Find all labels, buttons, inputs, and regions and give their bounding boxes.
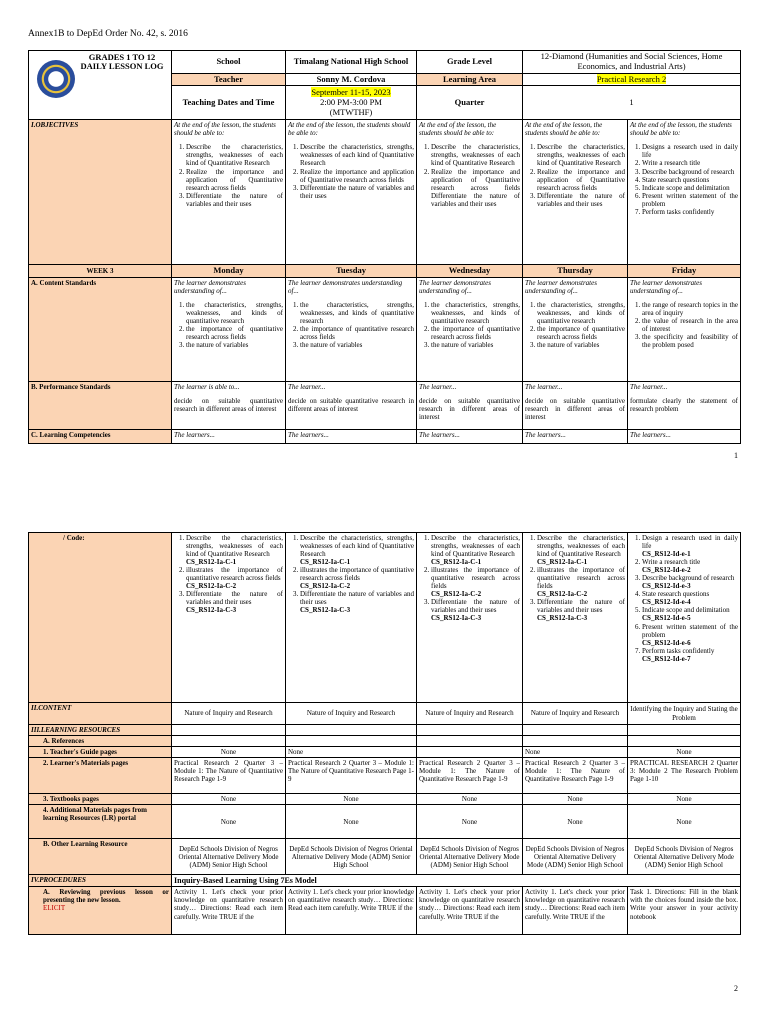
- content-standards-label: A. Content Standards: [29, 278, 172, 382]
- teachers-guide-fri: None: [628, 747, 741, 758]
- teaching-dates-label: Teaching Dates and Time: [172, 86, 286, 120]
- elicit-label: ELICIT: [43, 904, 66, 913]
- reviewing-tue: Activity 1. Let's check your prior knowledge on quantitative research study… Directions: Read each item carefully. Write TRUE if the: [286, 887, 417, 935]
- objectives-label: I.OBJECTIVES: [29, 120, 172, 265]
- teacher-value: Sonny M. Cordova: [286, 73, 417, 86]
- learners-materials-tue: Practical Research 2 Quarter 3 – Module 1: The Nature of Quantitative Research Page 1-9: [286, 758, 417, 794]
- objectives-fri: At the end of the lesson, the students should be able to: 1. Designs a research used in daily life 2. Write a research title 3. Describe background of research 4. State research questions 5. Indicate scope and delimitation 6. Present written statement of the problem 7. Perform tasks confidently: [628, 120, 741, 265]
- dll-continuation-table: [28, 532, 741, 935]
- grade-level-label: Grade Level: [417, 51, 523, 74]
- day-thursday: Thursday: [523, 265, 628, 278]
- quarter-value: 1: [523, 86, 741, 120]
- learning-area-label: Learning Area: [417, 73, 523, 86]
- content-tue: Nature of Inquiry and Research: [286, 703, 417, 725]
- learning-competencies-tue: The learners...: [286, 430, 417, 444]
- deped-logo-cell: [29, 51, 172, 120]
- learners-materials-fri: PRACTICAL RESEARCH 2 Quarter 3: Module 2 The Research Problem Page 1-10: [628, 758, 741, 794]
- quarter-label: Quarter: [417, 86, 523, 120]
- code-tue: 1. Describe the characteristics, strengths, weaknesses of each kind of Quantitative Research CS_RS12-Ia-C-1 2. illustrates the importance of quantitative research across fields CS_RS12-Ia-C-2 3. Differentiate the nature of variables and their uses CS_RS12-Ia-C-3: [286, 533, 417, 703]
- code-label: / Code:: [29, 533, 172, 703]
- additional-materials-wed: None: [417, 805, 523, 839]
- deped-seal-icon: [37, 60, 75, 98]
- content-mon: Nature of Inquiry and Research: [172, 703, 286, 725]
- additional-materials-fri: None: [628, 805, 741, 839]
- teaching-days: (MTWTHF): [329, 106, 373, 117]
- reviewing-label: A. Reviewing previous lesson or presenting the new lesson. ELICIT: [29, 887, 172, 935]
- day-wednesday: Wednesday: [417, 265, 523, 278]
- objectives-tue: At the end of the lesson, the students should be able to: 1. Describe the characteristics, strengths, weaknesses of each kind of Quantitative Research 2. Realize the importance and application of Quantitative research across fields 3. Differentiate the nature of variables and their uses: [286, 120, 417, 265]
- other-resources-tue: DepEd Schools Division of Negros Oriental Alternative Delivery Mode (ADM) Senior High School: [286, 839, 417, 875]
- dll-label: DAILY LESSON LOG: [80, 61, 164, 72]
- content-label: II.CONTENT: [29, 703, 172, 725]
- grade-level-value: 12-Diamond (Humanities and Social Sciences, Home Economics, and Industrial Arts): [523, 51, 741, 74]
- teachers-guide-mon: None: [172, 747, 286, 758]
- additional-materials-thu: None: [523, 805, 628, 839]
- school-value: Timalang National High School: [286, 51, 417, 74]
- content-standards-thu: The learner demonstrates understanding of... 1. the characteristics, strengths, weaknesses, and kinds of quantitative research 2. the importance of quantitative research across fields 3. the nature of variables: [523, 278, 628, 382]
- code-mon: 1. Describe the characteristics, strengths, weaknesses of each kind of Quantitative Research CS_RS12-Ia-C-1 2. illustrates the importance of quantitative research across fields CS_RS12-Ia-C-2 3. Differentiate the nature of variables and their uses CS_RS12-Ia-C-3: [172, 533, 286, 703]
- day-friday: Friday: [628, 265, 741, 278]
- day-monday: Monday: [172, 265, 286, 278]
- learners-materials-wed: Practical Research 2 Quarter 3 – Module 1: The Nature of Quantitative Research Page 1-9: [417, 758, 523, 794]
- day-tuesday: Tuesday: [286, 265, 417, 278]
- references-label: A. References: [29, 736, 172, 747]
- teaching-date: September 11-15, 2023: [311, 87, 391, 98]
- content-standards-tue: The learner demonstrates understanding of... 1. the characteristics, strengths, weaknesses, and kinds of quantitative research 2. the importance of quantitative research across fields 3. the nature of variables: [286, 278, 417, 382]
- textbooks-fri: None: [628, 794, 741, 805]
- content-thu: Nature of Inquiry and Research: [523, 703, 628, 725]
- additional-materials-label: 4. Additional Materials pages from learning Resources (LR) portal: [29, 805, 172, 839]
- objectives-mon: At the end of the lesson, the students should be able to: 1. Describe the characteristics, strengths, weaknesses of each kind of Quantitative Research 2. Realize the importance and application of Quantitative research across fields 3. Differentiate the nature of variables and their uses: [172, 120, 286, 265]
- learning-competencies-thu: The learners...: [523, 430, 628, 444]
- reviewing-mon: Activity 1. Let's check your prior knowledge on quantitative research study… Directions: Read each item carefully. Write TRUE if the: [172, 887, 286, 935]
- performance-standards-wed: The learner... decide on suitable quantitative research in different areas of interest: [417, 382, 523, 430]
- learning-competencies-fri: The learners...: [628, 430, 741, 444]
- teaching-time: 2:00 PM-3:00 PM: [320, 96, 382, 107]
- learning-area-value: Practical Research 2: [596, 73, 667, 84]
- teachers-guide-label: 1. Teacher's Guide pages: [29, 747, 172, 758]
- page-number-2: 2: [734, 984, 738, 993]
- content-standards-wed: The learner demonstrates understanding of... 1. the characteristics, strengths, weaknesses, and kinds of quantitative research 2. the importance of quantitative research across fields 3. the nature of variables: [417, 278, 523, 382]
- code-wed: 1. Describe the characteristics, strengths, weaknesses of each kind of Quantitative Research CS_RS12-Ia-C-1 2. illustrates the importance of quantitative research across fields CS_RS12-Ia-C-2 3. Differentiate the nature of variables and their uses CS_RS12-Ia-C-3: [417, 533, 523, 703]
- learning-resources-label: III.LEARNING RESOURCES: [29, 725, 172, 736]
- objectives-thu: At the end of the lesson, the students should be able to: 1. Describe the characteristics, strengths, weaknesses of each kind of Quantitative Research 2. Realize the importance and application of Quantitative research across fields 3. Differentiate the nature of variables and their uses: [523, 120, 628, 265]
- performance-standards-tue: The learner... decide on suitable quantitative research in different areas of interest: [286, 382, 417, 430]
- teachers-guide-tue: None: [286, 747, 417, 758]
- procedures-label: IV.PROCEDURES: [29, 875, 172, 887]
- other-resources-label: B. Other Learning Resource: [29, 839, 172, 875]
- additional-materials-mon: None: [172, 805, 286, 839]
- learners-materials-label: 2. Learner's Materials pages: [29, 758, 172, 794]
- learning-competencies-mon: The learners...: [172, 430, 286, 444]
- performance-standards-thu: The learner... decide on suitable quantitative research in different areas of interest: [523, 382, 628, 430]
- textbooks-tue: None: [286, 794, 417, 805]
- learning-competencies-label: C. Learning Competencies: [29, 430, 172, 444]
- learners-materials-thu: Practical Research 2 Quarter 3 – Module 1: The Nature of Quantitative Research Page 1-9: [523, 758, 628, 794]
- content-standards-mon: The learner demonstrates understanding of... 1. the characteristics, strengths, weaknesses, and kinds of quantitative research 2. the importance of quantitative research across fields 3. the nature of variables: [172, 278, 286, 382]
- content-fri: Identifying the Inquiry and Stating the Problem: [628, 703, 741, 725]
- teachers-guide-thu: None: [523, 747, 628, 758]
- textbooks-label: 3. Textbooks pages: [29, 794, 172, 805]
- other-resources-mon: DepEd Schools Division of Negros Oriental Alternative Delivery Mode (ADM) Senior High School: [172, 839, 286, 875]
- textbooks-thu: None: [523, 794, 628, 805]
- reviewing-thu: Activity 1. Let's check your prior knowledge on quantitative research study… Directions: Read each item carefully. Write TRUE if the: [523, 887, 628, 935]
- performance-standards-fri: The learner... formulate clearly the statement of research problem: [628, 382, 741, 430]
- content-wed: Nature of Inquiry and Research: [417, 703, 523, 725]
- procedures-model: Inquiry-Based Learning Using 7Es Model: [172, 875, 741, 887]
- school-label: School: [172, 51, 286, 74]
- additional-materials-tue: None: [286, 805, 417, 839]
- code-fri: 1. Design a research used in daily life CS_RS12-Id-e-1 2. Write a research title CS_RS12-Id-e-2 3. Describe background of research CS_RS12-Id-e-3 4. State research questions CS_RS12-Id-e-4 5. Indicate scope and delimitation CS_RS12-Id-e-5 6. Present written statement of the problem CS_RS12-Id-e-6 7. Perform tasks confidently CS_RS12-Id-e-7: [628, 533, 741, 703]
- learners-materials-mon: Practical Research 2 Quarter 3 – Module 1: The Nature of Quantitative Research Page 1-9: [172, 758, 286, 794]
- teacher-label: Teacher: [172, 73, 286, 86]
- page-number-1: 1: [734, 451, 738, 460]
- week-label: WEEK 3: [29, 265, 172, 278]
- other-resources-thu: DepEd Schools Division of Negros Oriental Alternative Delivery Mode (ADM) Senior High School: [523, 839, 628, 875]
- other-resources-fri: DepEd Schools Division of Negros Oriental Alternative Delivery Mode (ADM) Senior High School: [628, 839, 741, 875]
- grades-label: GRADES 1 TO 12: [88, 52, 156, 62]
- code-thu: 1. Describe the characteristics, strengths, weaknesses of each kind of Quantitative Research CS_RS12-Ia-C-1 2. illustrates the importance of quantitative research across fields CS_RS12-Ia-C-2 3. Differentiate the nature of variables and their uses CS_RS12-Ia-C-3: [523, 533, 628, 703]
- objectives-wed: At the end of the lesson, the students should be able to: 1. Describe the characteristics, strengths, weaknesses of each kind of Quantitative Research 2. Realize the importance and application of Quantitative research across fields Differentiate the nature of variables and their uses: [417, 120, 523, 265]
- annex-reference: Annex1B to DepEd Order No. 42, s. 2016: [28, 29, 188, 39]
- dll-header-table: [28, 50, 741, 444]
- performance-standards-label: B. Performance Standards: [29, 382, 172, 430]
- reviewing-fri: Task 1. Directions: Fill in the blank with the choices found inside the box. Write your answer in your activity notebook: [628, 887, 741, 935]
- reviewing-wed: Activity 1. Let's check your prior knowledge on quantitative research study… Directions: Read each item carefully. Write TRUE if the: [417, 887, 523, 935]
- textbooks-wed: None: [417, 794, 523, 805]
- textbooks-mon: None: [172, 794, 286, 805]
- content-standards-fri: The learner demonstrates understanding of... 1. the range of research topics in the area of inquiry 2. the value of research in the area of interest 3. the specificity and feasibility of the problem posed: [628, 278, 741, 382]
- learning-competencies-wed: The learners...: [417, 430, 523, 444]
- performance-standards-mon: The learner is able to... decide on suitable quantitative research in different areas of interest: [172, 382, 286, 430]
- other-resources-wed: DepEd Schools Division of Negros Oriental Alternative Delivery Mode (ADM) Senior High School: [417, 839, 523, 875]
